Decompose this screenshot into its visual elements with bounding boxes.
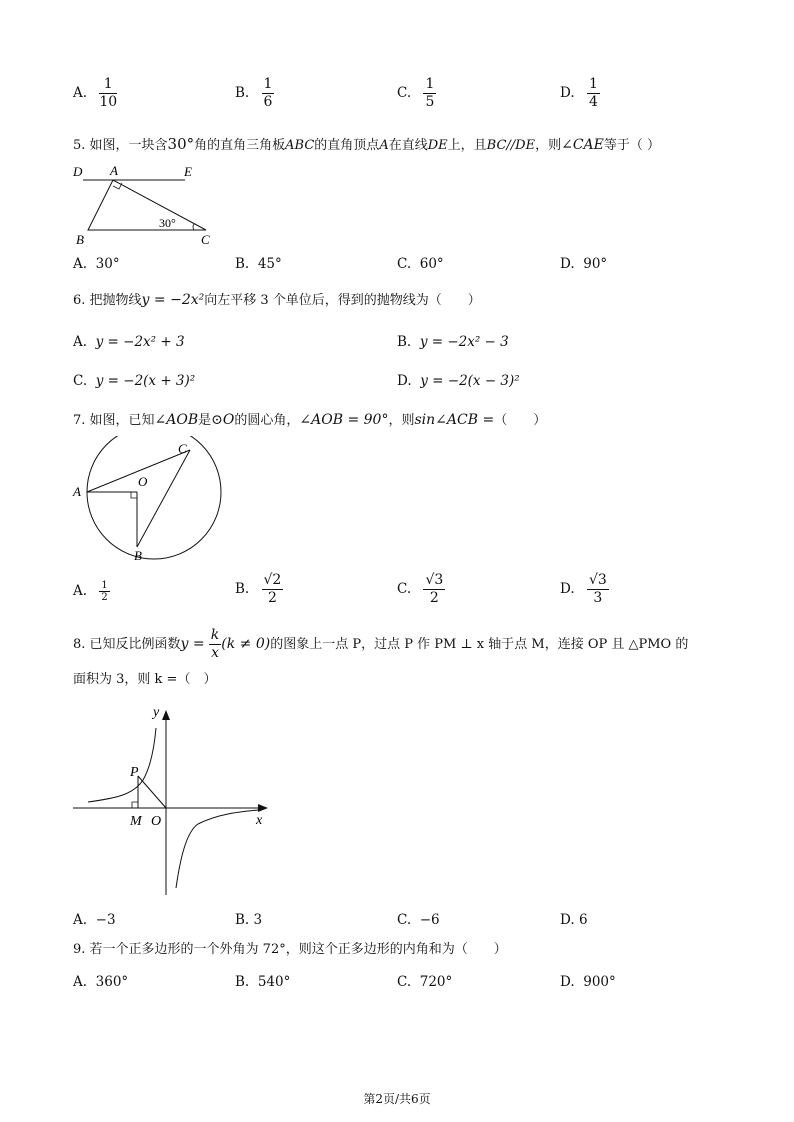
q8-stem-line2 (73, 670, 216, 690)
q7-option-d (560, 572, 609, 607)
right-angle-mark (131, 492, 137, 498)
numerator: 1 (425, 76, 435, 92)
option-text: y = −2x² + 3 (95, 334, 185, 350)
segment-po (138, 776, 166, 808)
q8-option-b (235, 910, 262, 930)
numerator: 1 (263, 76, 273, 92)
option-letter: C. (397, 974, 412, 990)
x-axis-arrow (258, 804, 268, 812)
denominator: 5 (425, 94, 435, 110)
stem-math: BC//DE (486, 138, 536, 153)
numerator: k (210, 627, 220, 643)
label-angle: 30° (159, 216, 176, 230)
fraction (262, 572, 284, 607)
q9-option-a (73, 972, 128, 992)
numerator: 1 (101, 580, 108, 591)
fraction (209, 627, 221, 662)
option-letter: A. (73, 85, 88, 101)
stem-math: y = −2x² (141, 292, 205, 308)
q8-stem (73, 626, 688, 663)
numerator: 1 (588, 76, 598, 92)
option-text: 45° (257, 256, 282, 272)
stem-text: 7. 如图，已知 (73, 413, 155, 428)
label-e: E (184, 164, 192, 179)
q4-option-b (235, 76, 274, 111)
option-letter: C. (397, 85, 412, 101)
denominator: 3 (593, 590, 603, 606)
q7-option-b (235, 572, 283, 607)
option-letter: B. (235, 85, 250, 101)
q6-option-d (397, 371, 520, 391)
stem-text: ，则 (535, 138, 562, 153)
q6-option-a (73, 332, 185, 352)
option-text: −6 (419, 912, 440, 928)
label-o: O (151, 814, 162, 829)
page-number: 第2页/共6页 (363, 1092, 431, 1106)
stem-text: 等于（ ） (603, 138, 661, 153)
triangle-abc (88, 180, 206, 230)
right-angle-mark (132, 802, 138, 808)
q5-triangle-figure (68, 160, 228, 250)
label-o: O (138, 474, 148, 489)
stem-math: A (379, 138, 389, 153)
stem-text: 5. 如图，一块含 (73, 138, 168, 153)
q4-option-c (397, 76, 436, 111)
stem-angle: 30° (167, 135, 195, 153)
denominator: 4 (588, 94, 598, 110)
stem-text: 在直线 (388, 138, 428, 153)
denominator: 2 (101, 592, 108, 603)
option-letter: C. (397, 256, 412, 272)
option-text: 540° (257, 974, 291, 990)
q9-stem (73, 940, 507, 960)
stem-text: 6. 把抛物线 (73, 293, 142, 308)
stem-text: ，则 (388, 413, 415, 428)
q5-option-a (73, 254, 120, 274)
fraction (587, 572, 609, 607)
stem-text: 的图象上一点 P，过点 P 作 PM ⊥ x 轴于点 M，连接 OP 且 △PMO 的 (270, 637, 689, 652)
q5-option-d (560, 254, 607, 274)
numerator: 1 (103, 76, 113, 92)
denominator: 10 (99, 94, 118, 110)
stem-text: 角的直角三角板 (194, 138, 286, 153)
option-letter: C. (73, 373, 88, 389)
curve-branch-lower-right (176, 810, 258, 888)
q5-option-b (235, 254, 282, 274)
option-letter: A. (73, 256, 88, 272)
stem-math: ABC (285, 138, 315, 153)
option-text: y = −2(x − 3)² (420, 373, 520, 389)
q5-option-c (397, 254, 444, 274)
stem-text: 的圆心角， (234, 413, 300, 428)
stem-text: （ ） (494, 413, 547, 428)
q6-option-c (73, 371, 195, 391)
stem-text: 上，且 (447, 138, 487, 153)
option-letter: B. (235, 581, 250, 597)
stem-math: (k ≠ 0) (221, 636, 271, 652)
stem-math: sin∠ACB = (414, 412, 495, 428)
label-b: B (76, 232, 84, 247)
option-text: 720° (419, 974, 453, 990)
denominator: x (211, 645, 219, 661)
q8-option-d (560, 910, 588, 930)
q7-option-c (397, 572, 445, 607)
q8-option-c (397, 910, 440, 930)
stem-math: ⊙O (211, 412, 235, 428)
q5-stem (73, 134, 660, 156)
label-b: B (134, 548, 142, 563)
option-letter: B. (235, 912, 250, 928)
q9-option-d (560, 972, 616, 992)
fraction (423, 572, 445, 607)
stem-math: DE (427, 138, 448, 153)
label-x: x (256, 813, 263, 828)
denominator: 2 (429, 590, 439, 606)
option-text: 3 (253, 912, 263, 928)
numerator: √3 (425, 572, 444, 588)
curve-branch-upper-left (88, 728, 156, 802)
q7-option-a (73, 580, 110, 603)
fraction (423, 76, 436, 111)
fraction (99, 76, 117, 111)
stem-text: 8. 已知反比例函数 (73, 637, 181, 652)
option-letter: D. (560, 912, 575, 928)
q8-option-a (73, 910, 116, 930)
option-letter: B. (235, 974, 250, 990)
label-c: C (201, 232, 210, 247)
option-text: 60° (419, 256, 444, 272)
option-text: 360° (95, 974, 129, 990)
option-letter: D. (560, 581, 575, 597)
option-letter: D. (560, 974, 575, 990)
stem-math: ∠CAE (561, 137, 604, 153)
option-letter: A. (73, 912, 88, 928)
y-axis-arrow (162, 710, 170, 720)
label-y: y (153, 705, 160, 720)
q4-option-d (560, 76, 600, 111)
stem-text: 是 (198, 413, 212, 428)
fraction (99, 580, 109, 603)
fraction (262, 76, 275, 111)
option-text: y = −2x² − 3 (419, 334, 509, 350)
option-letter: A. (73, 583, 88, 599)
denominator: 6 (263, 94, 273, 110)
chord-bc (137, 450, 190, 547)
angle-arc (193, 224, 194, 230)
fraction (587, 76, 600, 111)
stem-math: ∠AOB (154, 412, 199, 428)
numerator: √2 (263, 572, 282, 588)
label-p: P (130, 765, 139, 780)
option-letter: D. (397, 373, 412, 389)
stem-math: ∠AOB = 90° (299, 412, 389, 428)
q7-circle-figure (68, 436, 228, 566)
option-text: 30° (95, 256, 120, 272)
label-a: A (73, 484, 81, 499)
option-letter: A. (73, 974, 88, 990)
option-letter: D. (560, 256, 575, 272)
q9-option-b (235, 972, 290, 992)
q7-stem (73, 410, 546, 431)
q6-option-b (397, 332, 509, 352)
option-letter: C. (397, 581, 412, 597)
option-text: −3 (95, 912, 116, 928)
option-text: 90° (583, 256, 608, 272)
option-letter: C. (397, 912, 412, 928)
option-text: y = −2(x + 3)² (95, 373, 196, 389)
q4-option-a (73, 76, 117, 111)
stem-text: 的直角顶点 (314, 138, 380, 153)
page-footer (0, 1090, 794, 1107)
label-a: A (110, 163, 118, 178)
stem-text: 向左平移 3 个单位后，得到的抛物线为（ ） (204, 293, 481, 308)
option-letter: A. (73, 334, 88, 350)
stem-math: y = (180, 636, 205, 652)
q6-stem (73, 290, 481, 311)
label-m: M (130, 814, 142, 829)
label-c: C (178, 441, 187, 456)
option-text: 900° (583, 974, 616, 990)
option-letter: B. (397, 334, 412, 350)
stem-text: 9. 若一个正多边形的一个外角为 72°，则这个正多边形的内角和为（ ） (73, 942, 507, 957)
option-text: 6 (578, 912, 588, 928)
q9-option-c (397, 972, 452, 992)
denominator: 2 (267, 590, 277, 606)
numerator: √3 (588, 572, 607, 588)
label-d: D (73, 164, 83, 179)
circle-o (87, 436, 221, 559)
stem-text: 面积为 3，则 k =（ ） (73, 672, 217, 687)
q8-graph-figure (68, 700, 278, 900)
option-letter: B. (235, 256, 250, 272)
option-letter: D. (560, 85, 575, 101)
